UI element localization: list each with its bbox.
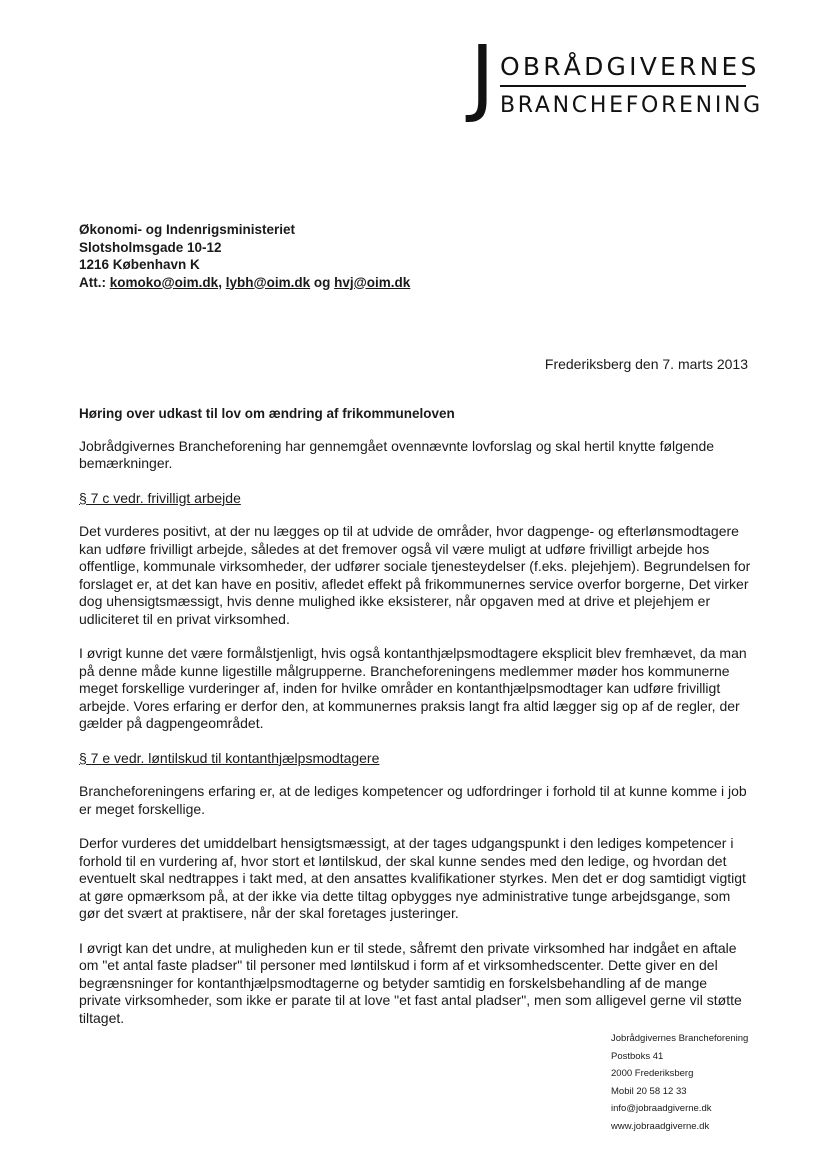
recipient-attention [79,274,410,292]
footer-website[interactable]: www.jobraadgiverne.dk [611,1120,710,1132]
recipient-street: Slotsholmsgade 10-12 [79,239,222,255]
section-heading-7c: § 7 c vedr. frivilligt arbejde [79,489,241,506]
email-link-lybh[interactable]: lybh@oim.dk [225,274,311,290]
recipient-name: Økonomi- og Indenrigsministeriet [79,222,296,237]
footer-org: Jobrådgivernes Brancheforening [611,1033,749,1044]
email-link-hvj[interactable]: hvj@oim.dk [334,274,411,290]
footer-phone: Mobil 20 58 12 33 [611,1085,687,1097]
section-7e-paragraph-1: Brancheforeningens erfaring er, at de lediges kompetencer og udfordringer i forhold til at kunne komme i job er meget forskellige. [79,783,747,817]
logo-line-2: BRANCHEFORENING [500,93,763,118]
intro-paragraph: Jobrådgivernes Brancheforening har gennemgået ovennævnte lovforslag og skal hertil knytte følgende bemærkninger. [79,437,715,471]
recipient-address [79,221,410,291]
letter-date: Frederiksberg den 7. marts 2013 [544,356,748,372]
letter-subject: Høring over udkast til lov om ændring af frikommuneloven [79,406,455,421]
letter-body [79,405,751,1044]
logo-line-1: OBRÅDGIVERNES [500,52,760,81]
footer-email[interactable]: info@jobraadgiverne.dk [611,1103,712,1114]
logo-divider [500,85,746,87]
logo-initial: J [470,27,495,125]
footer-po-box: Postboks 41 [611,1050,664,1062]
section-7e-paragraph-3: I øvrigt kan det undre, at muligheden kun er til stede, såfremt den private virksomhed har indgået en aftale om "et antal faste pladser" til personer med løntilskud i form af et virksomhedscenter. Dette giver en del begrænsninger for kontanthjælpsmodtagerne og betyder samtidig en forskelsbehandling af de mange private virksomheder, som ikke er parate til at love "et fast antal pladser", men som alligevel gerne vil støtte tiltaget. [79,939,742,1026]
attention-label: Att.: [79,274,110,290]
section-heading-7e: § 7 e vedr. løntilskud til kontanthjælpsmodtagere [79,749,380,766]
section-7c-paragraph-1: Det vurderes positivt, at der nu lægges op til at udvide de områder, hvor dagpenge- og efterlønsmodtagere kan udføre frivilligt arbejde, således at det fremover også vil være muligt at udføre frivilligt arbejde hos offentlige, kommunale virksomheder, der udfører sociale tjenesteydelser (f.eks. plejehjem). Begrundelsen for forslaget er, at det kan have en positiv, afledet effekt på frikommunernes service overfor borgerne, Det virker dog uhensigtsmæssigt, hvis denne mulighed ikke eksisterer, når opgaven med at drive et plejehjem er udliciteret til en privat virksomhed. [79,523,751,627]
organization-logo [470,27,770,130]
section-7c-paragraph-2: I øvrigt kunne det være formålstjenligt, hvis også kontanthjælpsmodtagere eksplicit blev fremhævet, da man på denne måde kunne ligestille målgrupperne. Brancheforeningens medlemmer møder hos kommunerne meget forskellige vurderinger af, inden for hvilke områder en kontanthjælpsmodtager kan udføre frivilligt arbejde. Vores erfaring er derfor den, at kommunernes praksis langt fra altid lægger sig op af de regler, der gælder på dagpengeområdet. [79,645,747,731]
sender-contact-block [611,1030,748,1135]
email-link-komoko[interactable]: komoko@oim.dk [109,274,219,290]
recipient-city: 1216 København K [79,257,200,272]
separator: , [218,274,226,290]
footer-city: 2000 Frederiksberg [611,1068,694,1079]
section-7e-paragraph-2: Derfor vurderes det umiddelbart hensigtsmæssigt, at der tages udgangspunkt i den lediges kompetencer i forhold til en vurdering af, hvor stort et løntilskud, der skal kunne sendes med den ledige, og hvordan det eventuelt skal nedtrappes i takt med, at den ansattes kvalifikationer styrkes. Men det er dog samtidigt vigtigt at gøre opmærksom på, at der ikke via dette tiltag opbygges nye administrative tunge arbejdsgange, som gør det svært at praktisere, når der skal foretages justeringer. [79,835,746,921]
separator: og [310,274,335,290]
